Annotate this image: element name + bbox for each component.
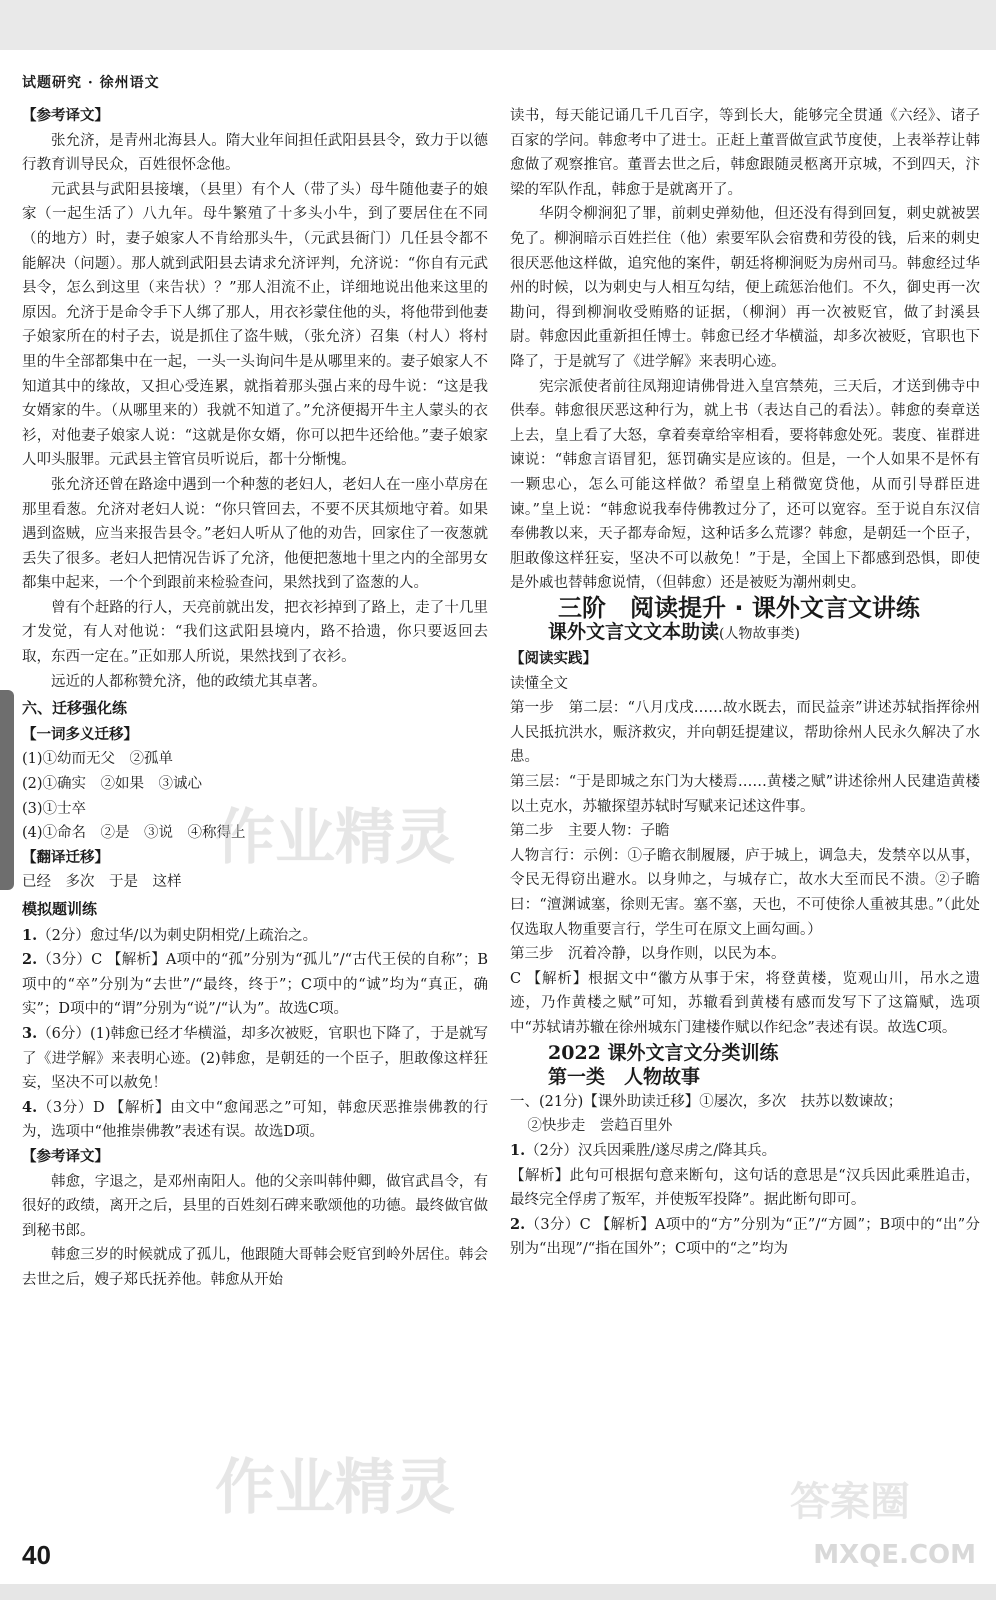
answer-item (22, 948, 488, 1022)
answer-text: （2分）愈过华/以为刺史阴相党/上疏治之。 (37, 927, 318, 944)
paragraph: 韩愈，字退之，是邓州南阳人。他的父亲叫韩仲卿，做官武昌令，有很好的政绩，离开之后，县里的百姓刻石碑来歌颂他的功德。最终做官做到秘书郎。 (22, 1173, 488, 1239)
watermark: 作业精灵 (215, 1453, 455, 1523)
practice-label: 【阅读实践】 (510, 650, 597, 668)
ref-translation-label: 【参考译文】 (22, 107, 109, 124)
answer-text: （6分）(1)韩愈已经才华横溢，却多次被贬，官职也下降了，于是就写了《进学解》来表明心迹。(2)韩愈，是朝廷的一个臣子，胆敢像这样狂妄，坚决不可以赦免！ (22, 1025, 488, 1092)
answer-number: 4. (22, 1098, 38, 1116)
translate-label: 【翻译迁移】 (22, 848, 109, 866)
paragraph: 读书，每天能记诵几千几百字，等到长大，能够完全贯通《六经》、诸子百家的学问。韩愈考中了进士。正赶上董晋做宣武节度使，上表举荐让韩愈做了观察推官。董晋去世之后，韩愈跟随灵柩离开京城，不到四天，汴梁的军队作乱，韩愈于是就离开了。 (510, 108, 980, 198)
answer-item (510, 1139, 980, 1164)
answer-number: 1. (22, 926, 38, 944)
page-number: 40 (22, 1540, 51, 1570)
question-head: 一、(21分)【课外助读迁移】①屡次，多次 扶苏以数谏故； (510, 1093, 903, 1110)
bottom-scan-border (0, 1584, 996, 1600)
step-item: 第二步 主要人物：子瞻 (510, 823, 670, 840)
watermark: 答案圈 (790, 1479, 910, 1525)
answer-item (510, 1164, 980, 1213)
question-sub: ②快步走 尝趋百里外 (527, 1118, 673, 1135)
polysemy-label: 【一词多义迁移】 (22, 725, 138, 743)
read-full-label: 读懂全文 (510, 675, 568, 692)
paragraph: 张允济，是青州北海县人。隋大业年间担任武阳县县令，致力于以德行教育训导民众，百姓很怀念他。 (22, 132, 488, 174)
polysemy-item: (4)①命名 ②是 ③说 ④称得上 (22, 825, 246, 842)
answer-text: 【解析】此句可根据句意来断句，这句话的意思是“汉兵因此乘胜追击，最终完全俘虏了叛军，并使叛军投降”。据此断句即可。 (510, 1167, 980, 1209)
running-header: 试题研究 · 徐州语文 (22, 75, 160, 91)
polysemy-item: (1)①幼而无父 ②孤单 (22, 751, 174, 768)
paragraph: 张允济还曾在路途中遇到一个种葱的老妇人，老妇人在一座小草房在那里看葱。允济对老妇人说：“你只管回去，不要不厌其烦地守着。如果遇到盗贼，应当来报告县令。”老妇人听从了他的劝告，回家住了一夜葱就丢失了很多。老妇人把情况告诉了允济，他便把葱地十里之内的全部男女都集中起来，一个个到跟前来检验查问，果然找到了盗葱的人。 (22, 476, 488, 592)
answer-number: 2. (22, 951, 38, 969)
right-column (510, 104, 980, 1262)
answer-number: 1. (510, 1141, 526, 1159)
paragraph: 元武县与武阳县接壤，（县里）有个人（带了头）母牛随他妻子的娘家（一起生活了）八九年。母牛繁殖了十多头小牛，到了要居住在不同（的地方）时，妻子娘家人不肯给那头牛，（元武县衙门）几任县令都不能解决（问题）。那人就到武阳县去请求允济评判，允济说：“你自有元武县令，怎么到这里（来告状）？”那人泪流不止，详细地说出他来这里的原因。允济于是命令手下人绑了那人，用衣衫蒙住他的头，将他带到他妻子娘家所在的村子去，说是抓住了盗牛贼，（张允济）召集（村人）将村里的牛全部都集中在一起，一头一头询问牛是从哪里来的。妻子娘家人不知道其中的缘故，又担心受连累，就指着那头强占来的母牛说：“这是我女婿家的牛。（从哪里来的）我就不知道了。”允济便揭开牛主人蒙头的衣衫，对他妻子娘家人说：“这就是你女婿，你可以把牛还给他。”妻子娘家人叩头服罪。元武县主管官员听说后，都十分惭愧。 (22, 181, 488, 469)
paragraph: 宪宗派使者前往凤翔迎请佛骨进入皇宫禁苑，三天后，才送到佛寺中供奉。韩愈很厌恶这种行为，就上书（表达自己的看法）。韩愈的奏章送上去，皇上看了大怒，拿着奏章给宰相看，要将韩愈处死。裴度、崔群进谏说：“韩愈言语冒犯，惩罚确实是应该的。但是，一个人如果不是怀有一颗忠心，怎么可能这样做？希望皇上稍微宽贷他，从而引导群臣进谏。”皇上说：“韩愈说我奉侍佛教过分了，还可以宽容。至于说自东汉信奉佛教以来，天子都寿命短，这种话多么荒谬？韩愈，是朝廷一个臣子，胆敢像这样狂妄，坚决不可以赦免！”于是，全国上下都感到恐惧，即使是外戚也替韩愈说情，（但韩愈）还是被贬为潮州刺史。 (510, 378, 980, 592)
ref-translation-label: 【参考译文】 (22, 1147, 109, 1165)
answer-text: （3分）C 【解析】A项中的“方”分别为“正”/“方圆”；B项中的“出”分别为“出现”/“指在国外”；C项中的“之”均为 (510, 1216, 980, 1258)
paragraph: 韩愈三岁的时候就成了孤儿，他跟随大哥韩会贬官到岭外居住。韩会去世之后，嫂子郑氏抚养他。韩愈从开始 (22, 1247, 488, 1288)
top-scan-border (0, 0, 996, 50)
mock-heading: 模拟题训练 (22, 900, 98, 918)
polysemy-item: (2)①确实 ②如果 ③诚心 (22, 776, 203, 793)
aid-title (510, 620, 980, 647)
step-item: 第一步 第二层：“八月戊戌……故水既去，而民益亲”讲述苏轼指挥徐州人民抵抗洪水，赈济救灾，并向朝廷提建议，帮助徐州人民永久解决了水患。 (510, 700, 980, 766)
paragraph: 曾有个赶路的行人，天亮前就出发，把衣衫掉到了路上，走了十几里才发觉，有人对他说：“我们这武阳县境内，路不拾遗，你只要返回去取，东西一定在。”正如那人所说，果然找到了衣衫。 (22, 599, 488, 666)
training-title: 2022 课外文言文分类训练 (548, 1041, 779, 1064)
watermark-url: MXQE.COM (813, 1540, 976, 1570)
step-item: 第三层：“于是即城之东门为大楼焉……黄楼之赋”讲述徐州人民建造黄楼以土克水，苏辙探望苏轼时写赋来记述这件事。 (510, 774, 980, 815)
watermark: 作业精灵 (215, 803, 455, 873)
answer-text: （3分）D 【解析】由文中“愈闻恶之”可知，韩愈厌恶推崇佛教的行为，选项中“他推崇佛教”表述有误。故选D项。 (22, 1099, 488, 1141)
answer-item (22, 924, 488, 949)
answer-item (510, 1213, 980, 1262)
answer-number: 2. (510, 1215, 526, 1233)
step-item: 人物言行：示例：①子瞻衣制履屦，庐于城上，调急夫，发禁卒以从事，令民无得窃出避水。以身帅之，与城存亡，故水大至而民不溃。②子瞻曰：“澶渊诚塞，徐则无害。塞不塞，天也，不可使徐人重被其患。”（此处仅选取人物重要言行，学生可在原文上画勾画。） (510, 847, 980, 938)
category-title: 第一类 人物故事 (548, 1066, 701, 1089)
aid-tag: (人物故事类) (719, 626, 800, 643)
step-item: 第三步 沉着冷静，以身作则，以民为本。 (510, 946, 786, 963)
paragraph: 华阴令柳涧犯了罪，前刺史弹劾他，但还没有得到回复，刺史就被罢免了。柳涧暗示百姓拦住（他）索要军队会宿费和劳役的钱，后来的刺史很厌恶他这样做，追究他的案件，朝廷将柳涧贬为房州司马。韩愈经过华州的时候，以为刺史与人相互勾结，便上疏惩治他们。不久，御史再一次勘问，得到柳涧收受贿赂的证据，（柳涧）再一次被贬官，做了封溪县尉。韩愈因此重新担任博士。韩愈已经才华横溢，却多次被贬，官职也下降了，于是就写了《进学解》来表明心迹。 (510, 206, 980, 370)
paragraph: 远近的人都称赞允济，他的政绩尤其卓著。 (51, 673, 327, 690)
answer-item (22, 1096, 488, 1145)
answer-item (22, 1022, 488, 1096)
answer-text: （3分）C 【解析】A项中的“孤”分别为“孤儿”/“古代王侯的自称”；B项中的“卒”分别为“去世”/“最终，终于”；C项中的“诚”均为“真正，确实”；D项中的“谓”分别为“说”/“认为”。故选C项。 (22, 952, 488, 1018)
left-column (22, 104, 488, 1293)
side-tab-marker (0, 690, 14, 890)
stage-title: 三阶 阅读提升 · 课外文言文讲练 (558, 593, 920, 622)
aid-title-text: 课外文言文文本助读 (548, 621, 720, 644)
answer-number: 3. (22, 1024, 38, 1042)
translate-line: 已经 多次 于是 这样 (22, 874, 182, 891)
answer-text: （2分）汉兵因乘胜/遂尽虏之/降其兵。 (525, 1142, 777, 1159)
section-heading: 六、迁移强化练 (22, 699, 128, 718)
polysemy-item: (3)①士卒 (22, 800, 87, 817)
step-item: C 【解析】根据文中“徽方从事于宋，将登黄楼，览观山川，吊水之遗迹，乃作黄楼之赋”可知，苏辙看到黄楼有感而发写下了这篇赋，选项中“苏轼请苏辙在徐州城东门建楼作赋以作纪念”表述有误。故选C项。 (510, 970, 980, 1036)
